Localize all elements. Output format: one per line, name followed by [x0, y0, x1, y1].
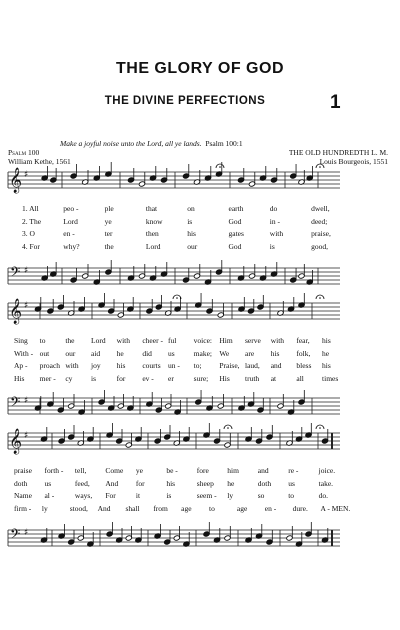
lyric-syllable: out [39, 348, 50, 358]
lyric-syllable: 1. All [22, 204, 39, 213]
lyric-syllable: laud, [245, 361, 260, 370]
lyric-syllable: our [187, 241, 198, 251]
fermata-dot [319, 297, 321, 299]
lyric-syllable: the [65, 336, 75, 345]
lyric-syllable: Name [14, 491, 32, 500]
lyric-syllable: praise [14, 466, 32, 475]
lyric-syllable: why? [63, 241, 80, 251]
lyric-syllable: firm - [14, 503, 32, 513]
bass-clef-icon: 𝄢 [10, 526, 21, 545]
lyric-syllable: ye [135, 466, 143, 475]
epigraph-text: Make a joyful noise unto the Lord, all ye lands. [60, 139, 202, 148]
lyric-syllable: er [168, 373, 174, 383]
lyric-syllable: his [270, 348, 280, 358]
lyric-syllable: his [322, 336, 331, 345]
hymn-number: 1 [330, 92, 341, 113]
lyric-syllable: His [219, 373, 230, 383]
lyric-syllable: Sing [14, 336, 28, 345]
lyric-syllable: make; [193, 348, 212, 358]
lyric-syllable: ful [168, 336, 177, 345]
lyric-syllable: and [270, 361, 282, 370]
lyric-syllable: With - [14, 348, 34, 358]
lyric-syllable: with [65, 361, 79, 370]
lyric-syllable: doth [14, 478, 28, 488]
lyric-syllable: that [145, 204, 158, 213]
lyric-syllable: al - [44, 491, 55, 500]
lyric-syllable: us [288, 478, 295, 488]
lyric-syllable: us [44, 478, 52, 488]
lyric-syllable: he [227, 478, 235, 488]
sharp-icon: ♯ [24, 431, 29, 441]
lyric-syllable: it [135, 491, 141, 500]
lyric-syllable: shall [125, 503, 140, 513]
lyric-syllable: all [296, 373, 304, 383]
lyric-syllable: We [219, 348, 230, 358]
lyric-syllable: ly [227, 491, 234, 500]
lyric-syllable: God [228, 241, 242, 251]
lyric-syllable: his [116, 361, 126, 370]
lyric-syllable: sure; [193, 373, 209, 383]
tune-name: THE OLD HUNDREDTH L. M. [288, 148, 388, 157]
lyric-syllable: doth [257, 478, 272, 488]
lyric-syllable: on [187, 204, 195, 213]
lyric-syllable: did [142, 348, 152, 358]
lyric-syllable: times [322, 373, 339, 383]
lyric-syllable: good, [311, 241, 328, 251]
lyric-syllable: earth [228, 204, 244, 213]
lyric-syllable: en - [264, 503, 277, 513]
bass-clef-icon: 𝄢 [10, 394, 21, 413]
lyric-syllable: be - [166, 466, 178, 475]
lyric-syllable: to; [193, 361, 202, 370]
lyric-syllable: re - [288, 466, 299, 475]
lyric-syllable: his [187, 229, 196, 238]
lyric-syllable: ye [104, 216, 112, 226]
lyric-syllable: ev - [142, 373, 154, 383]
page-title: THE GLORY OF GOD [115, 60, 284, 77]
lyric-syllable: our [65, 348, 76, 358]
lyric-syllable: know [145, 216, 163, 226]
section-subtitle: THE DIVINE PERFECTIONS [104, 95, 266, 107]
lyric-syllable: Praise, [219, 361, 240, 370]
lyric-syllable: do. [318, 491, 329, 500]
lyric-syllable: courts [142, 361, 161, 370]
lyric-syllable: to [39, 336, 46, 345]
lyric-syllable: so [257, 491, 265, 500]
lyric-syllable: forth - [44, 466, 64, 475]
lyric-syllable: with [270, 336, 285, 345]
lyric-syllable: stood, [69, 503, 88, 513]
lyric-syllable: is [91, 373, 97, 383]
lyric-syllable: for [135, 478, 145, 488]
fermata-dot [319, 166, 321, 168]
lyric-syllable: joice. [318, 466, 336, 475]
lyric-syllable: truth [245, 373, 260, 383]
lyric-syllable: tell, [74, 466, 87, 475]
lyric-syllable: 4. For [22, 241, 40, 251]
lyric-syllable: cheer - [142, 336, 163, 345]
treble-clef-icon: 𝄞 [9, 429, 23, 454]
lyric-syllable: with [269, 229, 284, 238]
lyric-syllable: deed; [311, 216, 328, 226]
fermata-dot [227, 427, 229, 429]
composer: Louis Bourgeois, 1551 [319, 157, 388, 166]
lyric-syllable: 2. The [22, 216, 42, 226]
lyric-syllable: and [257, 466, 269, 475]
lyric-syllable: is [166, 491, 172, 500]
sharp-icon: ♯ [24, 528, 29, 538]
fermata-dot [176, 297, 178, 299]
lyric-syllable: he [116, 348, 124, 358]
fermata-dot [219, 166, 221, 168]
lyric-syllable: bless [296, 361, 312, 370]
lyric-syllable: us [168, 348, 175, 358]
lyric-syllable: seem - [196, 491, 217, 500]
lyric-syllable: dure. [292, 503, 308, 513]
lyric-syllable: folk, [296, 348, 311, 358]
lyric-syllable: en - [63, 229, 75, 238]
lyric-syllable: God [228, 216, 242, 226]
sharp-icon: ♯ [24, 396, 29, 406]
lyric-syllable: cy [65, 373, 73, 383]
lyric-syllable: Lord [145, 241, 161, 251]
treble-clef-icon: 𝄞 [9, 299, 23, 324]
lyric-syllable: 3. O [22, 229, 35, 238]
lyric-syllable: dwell, [311, 204, 330, 213]
lyric-syllable: age [181, 503, 192, 513]
lyric-syllable: proach [39, 361, 61, 370]
lyric-syllable: ly [41, 503, 48, 513]
lyric-syllable: And [105, 478, 119, 488]
text-author: William Kethe, 1561 [8, 157, 71, 166]
lyric-syllable: take. [318, 478, 334, 488]
fermata-dot [319, 427, 321, 429]
lyric-syllable: voice: [193, 336, 212, 345]
bass-clef-icon: 𝄢 [10, 264, 21, 283]
treble-clef-icon: 𝄞 [9, 168, 23, 193]
lyric-syllable: his [322, 361, 331, 370]
lyric-syllable: the [104, 241, 114, 251]
lyric-syllable: fear, [296, 336, 310, 345]
lyric-syllable: serve [245, 336, 261, 345]
lyric-syllable: fore [196, 466, 209, 475]
lyric-syllable: mer - [39, 373, 56, 383]
lyric-syllable: him [227, 466, 239, 475]
sharp-icon: ♯ [24, 301, 29, 311]
lyric-syllable: is [269, 241, 275, 251]
lyric-syllable: gates [228, 229, 244, 238]
lyric-syllable: ple [104, 204, 114, 213]
lyric-syllable: then [145, 229, 159, 238]
lyric-syllable: praise, [311, 229, 331, 238]
lyric-syllable: Lord [63, 216, 78, 226]
lyric-syllable: from [153, 503, 168, 513]
lyric-syllable: do [269, 204, 278, 213]
lyric-syllable: at [270, 373, 277, 383]
lyric-syllable: Lord [91, 336, 106, 345]
epigraph-reference: Psalm 100:1 [205, 139, 243, 148]
lyric-syllable: his [166, 478, 176, 488]
lyric-syllable: His [14, 373, 25, 383]
psalm-label: Psalm 100 [8, 148, 40, 157]
lyric-syllable: Come [105, 466, 124, 475]
lyric-syllable: he [322, 348, 330, 358]
lyric-syllable: un - [168, 361, 180, 370]
lyric-syllable: feed, [74, 478, 90, 488]
sharp-icon: ♯ [24, 170, 29, 180]
lyric-syllable: ways, [74, 491, 93, 500]
lyric-syllable: Him [219, 336, 233, 345]
lyric-syllable: are [245, 348, 255, 358]
sharp-icon: ♯ [24, 266, 29, 276]
lyric-syllable: sheep [196, 478, 214, 488]
lyric-syllable: For [105, 491, 116, 500]
lyric-syllable: with [116, 336, 131, 345]
lyric-syllable: And [97, 503, 111, 513]
lyric-syllable: aid [91, 348, 101, 358]
lyric-syllable: Ap - [14, 361, 28, 370]
lyric-syllable: ter [104, 229, 113, 238]
lyric-syllable: to [288, 491, 295, 500]
lyric-syllable: in - [269, 216, 280, 226]
lyric-syllable: to [209, 503, 215, 513]
lyric-syllable: for [116, 373, 126, 383]
lyric-syllable: age [236, 503, 248, 513]
lyric-syllable: joy [91, 361, 101, 370]
lyric-syllable: peo - [63, 204, 79, 213]
lyric-syllable: A - MEN. [320, 503, 351, 513]
lyric-syllable: is [187, 216, 193, 226]
